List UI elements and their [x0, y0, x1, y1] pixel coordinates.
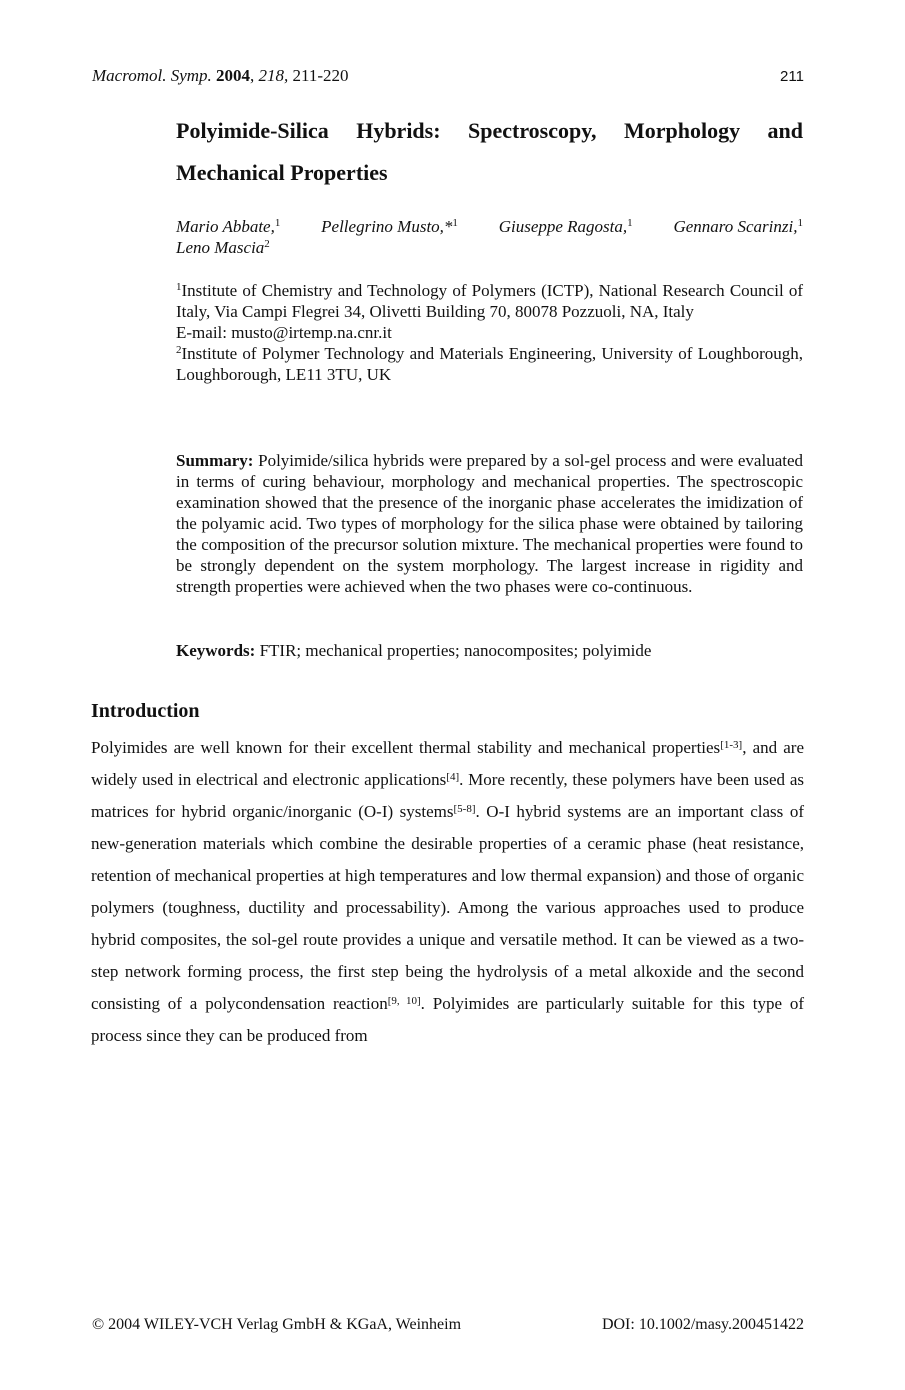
summary-label: Summary:: [176, 451, 254, 470]
section-heading: Introduction: [91, 700, 200, 722]
page-number: 211: [780, 68, 804, 85]
citation: [5-8]: [453, 803, 476, 815]
doi: DOI: 10.1002/masy.200451422: [601, 1316, 804, 1333]
keywords: [176, 640, 803, 661]
journal-year: 2004: [216, 66, 251, 85]
affiliations: [176, 280, 803, 385]
affiliation-1: $^1$Institute of Chemistry and Technology of Polymers (ICTP), National Research Council of Italy, Via Campi Flegrei 34, Olivetti Building 70, 80078 Pozzuoli, NA, Italy: [176, 281, 803, 321]
title-line-2: Mechanical Properties: [176, 160, 388, 185]
copyright: © 2004 WILEY-VCH Verlag GmbH & KGaA, Weinheim: [92, 1316, 462, 1333]
title-line-1: Polyimide-Silica Hybrids: Spectroscopy, Morphology and: [176, 118, 803, 143]
author: Gennaro Scarinzi,$^1$: [673, 217, 803, 236]
abstract: [176, 450, 803, 597]
running-header: Macromol. Symp. 2004, 218, 211-220: [92, 66, 349, 85]
author: Pellegrino Musto,*$^1$: [321, 217, 458, 236]
author: Mario Abbate,$^1$: [176, 217, 281, 236]
journal-name: Macromol. Symp.: [92, 66, 212, 85]
author: Giuseppe Ragosta,$^1$: [498, 217, 633, 236]
author-list: [176, 216, 803, 258]
keywords-label: Keywords:: [176, 641, 256, 660]
summary-text: Polyimide/silica hybrids were prepared by a sol-gel process and were evaluated in terms of curing behaviour, morphology and mechanical properties. The spectroscopic examination showed that the presence of the inorganic phase accelerates the imidization of the polyamic acid. Two types of morphology for the silica phase were obtained by tailoring the composition of the precursor solution mixture. The mechanical properties were found to be strongly dependent on the system morphology. The largest increase in rigidity and strength properties were achieved when the two phases were co-continuous.: [176, 451, 804, 596]
citation: [1-3]: [720, 739, 743, 751]
keywords-text: FTIR; mechanical properties; nanocomposites; polyimide: [259, 641, 652, 660]
affiliation-2: $^2$Institute of Polymer Technology and Materials Engineering, University of Loughborough, Loughborough, LE11 3TU, UK: [176, 344, 803, 384]
introduction-paragraph: Polyimides are well known for their excellent thermal stability and mechanical properties[1-3], and are widely used in electrical and electronic applications[4]. More recently, these polymers have been used as matrices for hybrid organic/inorganic (O-I) systems[5-8]. O-I hybrid systems are an important class of new-generation materials which combine the desirable properties of a ceramic phase (heat resistance, retention of mechanical properties at high temperatures and low thermal expansion) and those of organic polymers (toughness, ductility and processability). Among the various approaches used to produce hybrid composites, the sol-gel route provides a unique and versatile method. It can be viewed as a two-step network forming process, the first step being the hydrolysis of a metal alkoxide and the second consisting of a polycondensation reaction[9, 10]. Polyimides are particularly suitable for this type of process since they can be produced from: [91, 738, 804, 1045]
author: Leno Mascia$^2$: [176, 238, 270, 257]
paper-title: [176, 110, 803, 194]
citation: [9, 10]: [387, 995, 421, 1007]
contact-email: E-mail: musto@irtemp.na.cnr.it: [176, 323, 392, 342]
journal-pages: 211-220: [292, 66, 349, 85]
citation: [4]: [446, 771, 460, 783]
journal-volume: 218,: [258, 66, 289, 85]
